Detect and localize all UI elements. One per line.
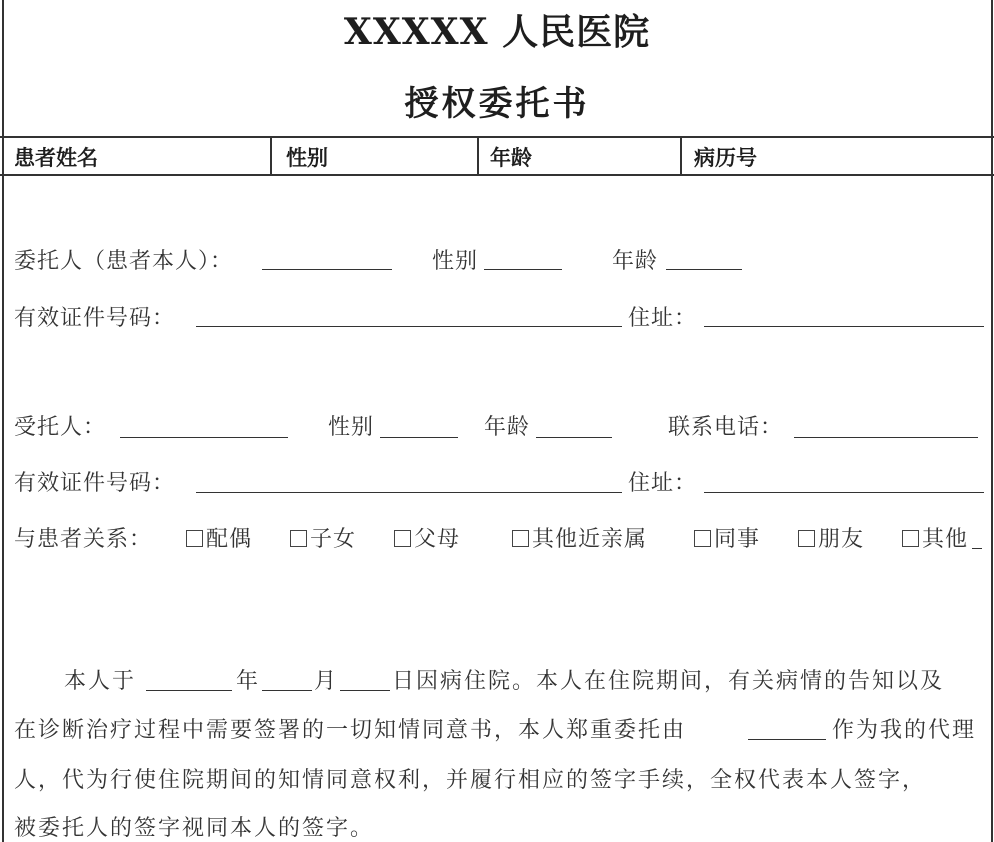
principal-gender-label: 性别 <box>432 249 479 274</box>
statement-line4-text: 被委托人的签字视同本人的签字。 <box>14 816 375 841</box>
agent-id-field[interactable] <box>196 492 622 493</box>
relation-label: 与患者关系： <box>14 527 153 552</box>
statement-line2-text: 在诊断治疗过程中需要签署的一切知情同意书，本人郑重委托由 <box>14 718 687 743</box>
principal-age-label: 年龄 <box>612 249 659 274</box>
relation-option-label: 其他近亲属 <box>532 527 648 552</box>
agent-phone-field[interactable] <box>794 437 978 438</box>
agent-age-field[interactable] <box>536 437 612 438</box>
info-row-bottom-border <box>0 174 994 176</box>
statement-line3-text: 人，代为行使住院期间的知情同意权利，并履行相应的签字手续，全权代表本人签字， <box>14 768 927 793</box>
month-label: 月 <box>314 669 339 694</box>
agent-gender-label: 性别 <box>328 415 375 440</box>
principal-address-field[interactable] <box>704 326 984 327</box>
relation-option-friend[interactable] <box>798 522 864 553</box>
relation-option-parents[interactable] <box>394 522 460 553</box>
agent-address-label: 住址： <box>628 471 698 496</box>
info-row-divider <box>477 136 479 174</box>
statement-lead: 本人于 <box>64 669 137 694</box>
document-title: 授权委托书 <box>404 84 590 124</box>
info-row-top-border <box>0 136 994 138</box>
relation-other-field[interactable] <box>972 548 982 549</box>
admission-year-field[interactable] <box>146 690 232 691</box>
checkbox[interactable] <box>798 530 815 547</box>
principal-gender-field[interactable] <box>484 269 562 270</box>
principal-address-label: 住址： <box>628 306 698 331</box>
relation-option-label: 同事 <box>714 527 761 552</box>
relation-option-label: 子女 <box>310 527 357 552</box>
relation-option-spouse[interactable] <box>186 522 252 553</box>
principal-label: 委托人（患者本人）： <box>14 249 234 274</box>
relation-option-colleague[interactable] <box>694 522 760 553</box>
agent-name-field[interactable] <box>120 437 288 438</box>
statement-line1-text: 日因病住院。本人在住院期间，有关病情的告知以及 <box>392 669 945 694</box>
principal-id-field[interactable] <box>196 326 622 327</box>
relation-option-label: 朋友 <box>818 527 865 552</box>
info-row-divider <box>680 136 682 174</box>
relation-option-other-relatives[interactable] <box>512 522 647 553</box>
checkbox[interactable] <box>512 530 529 547</box>
medical-record-number-label: 病历号 <box>694 146 757 170</box>
checkbox[interactable] <box>186 530 203 547</box>
agent-age-label: 年龄 <box>484 415 531 440</box>
agent-phone-label: 联系电话： <box>668 415 784 440</box>
principal-name-field[interactable] <box>262 269 392 270</box>
agent-label: 受托人： <box>14 415 107 440</box>
relation-option-children[interactable] <box>290 522 356 553</box>
checkbox[interactable] <box>290 530 307 547</box>
principal-id-label: 有效证件号码： <box>14 306 176 331</box>
admission-day-field[interactable] <box>340 690 390 691</box>
patient-name-label: 患者姓名 <box>14 146 98 170</box>
relation-option-label: 配偶 <box>206 527 253 552</box>
admission-month-field[interactable] <box>262 690 312 691</box>
relation-option-other[interactable] <box>902 522 968 553</box>
relation-option-label: 父母 <box>414 527 461 552</box>
agent-address-field[interactable] <box>704 492 984 493</box>
year-label: 年 <box>236 669 261 694</box>
checkbox[interactable] <box>394 530 411 547</box>
hospital-name: XXXXX 人民医院 <box>343 11 651 53</box>
checkbox[interactable] <box>694 530 711 547</box>
relation-option-label: 其他 <box>922 527 969 552</box>
info-row-divider <box>270 136 272 174</box>
statement-line2-end: 作为我的代理 <box>832 718 977 743</box>
checkbox[interactable] <box>902 530 919 547</box>
principal-age-field[interactable] <box>666 269 742 270</box>
patient-gender-label: 性别 <box>286 146 328 170</box>
agent-id-label: 有效证件号码： <box>14 471 176 496</box>
patient-age-label: 年龄 <box>490 146 532 170</box>
agent-gender-field[interactable] <box>380 437 458 438</box>
delegate-name-field[interactable] <box>748 739 826 740</box>
left-border <box>2 0 4 842</box>
right-border <box>991 0 993 842</box>
